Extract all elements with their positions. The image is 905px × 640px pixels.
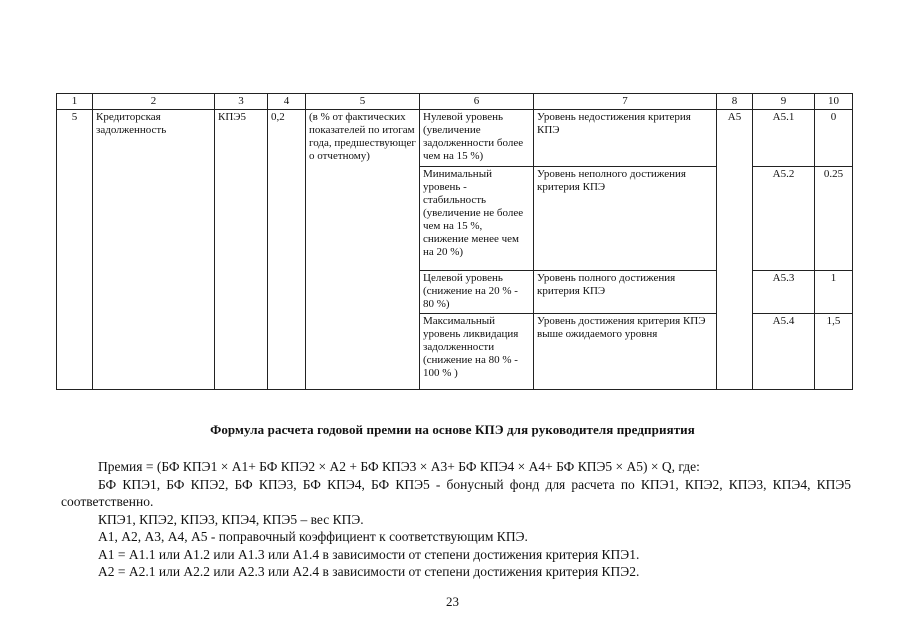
coef-value-cell: 0 (815, 110, 853, 167)
col-header-10: 10 (815, 94, 853, 110)
coef-code-cell: А5.2 (753, 167, 815, 271)
formula-paragraph: БФ КПЭ1, БФ КПЭ2, БФ КПЭ3, БФ КПЭ4, БФ КПЭ5 - бонусный фонд для расчета по КПЭ1, КПЭ2, КПЭ3, КПЭ4, КПЭ5 соответственно. (61, 476, 851, 509)
level-desc-cell: Уровень недостижения критерия КПЭ (534, 110, 717, 167)
formula-paragraph: КПЭ1, КПЭ2, КПЭ3, КПЭ4, КПЭ5 – вес КПЭ. (98, 511, 364, 527)
row-number: 5 (57, 110, 93, 390)
coef-code-cell: А5.3 (753, 271, 815, 314)
coef-value-cell: 0.25 (815, 167, 853, 271)
formula-text: Премия = (БФ КПЭ1 × А1+ БФ КПЭ2 × А2 + БФ КПЭ3 × А3+ БФ КПЭ4 × А4+ БФ КПЭ5 × А5) × Q, где: (98, 459, 700, 474)
level-desc-cell: Уровень полного достижения критерия КПЭ (534, 271, 717, 314)
col-header-2: 2 (93, 94, 215, 110)
kpe-code: КПЭ5 (215, 110, 268, 390)
col-header-3: 3 (215, 94, 268, 110)
coef-value-cell: 1 (815, 271, 853, 314)
table-row (57, 110, 853, 167)
coef-code-cell: А5.1 (753, 110, 815, 167)
section-title: Формула расчета годовой премии на основе КПЭ для руководителя предприятия (210, 422, 695, 437)
table-header-row (57, 94, 853, 110)
indicator-name: Кредиторская задолженность (93, 110, 215, 390)
page-number: 23 (446, 594, 459, 609)
coef-code-cell: А5.4 (753, 314, 815, 390)
level-cell: Целевой уровень (снижение на 20 % - 80 %) (420, 271, 534, 314)
col-header-8: 8 (717, 94, 753, 110)
formula-paragraph: А1 = А1.1 или А1.2 или А1.3 или А1.4 в зависимости от степени достижения критерия КПЭ1. (98, 546, 640, 562)
formula-paragraph: А1, А2, А3, А4, А5 - поправочный коэффициент к соответствующим КПЭ. (98, 529, 528, 544)
coef-value-cell: 1,5 (815, 314, 853, 390)
col-header-9: 9 (753, 94, 815, 110)
measure-unit: (в % от фактических показателей по итогам года, предшествующег о отчетному) (306, 110, 420, 390)
col-header-5: 5 (306, 94, 420, 110)
level-desc-cell: Уровень достижения критерия КПЭ выше ожидаемого уровня (534, 314, 717, 390)
kpe-weight: 0,2 (268, 110, 306, 390)
col-header-6: 6 (420, 94, 534, 110)
coef-letter: А5 (717, 110, 753, 390)
formula-paragraph: А2 = А2.1 или А2.2 или А2.3 или А2.4 в зависимости от степени достижения критерия КПЭ2. (98, 564, 640, 579)
col-header-4: 4 (268, 94, 306, 110)
level-desc-cell: Уровень неполного достижения критерия КПЭ (534, 167, 717, 271)
kpe-table (56, 93, 853, 390)
col-header-7: 7 (534, 94, 717, 110)
col-header-1: 1 (57, 94, 93, 110)
level-cell: Нулевой уровень (увеличение задолженности более чем на 15 %) (420, 110, 534, 167)
formula-block (61, 458, 851, 581)
level-cell: Максимальный уровень ликвидация задолженности (снижение на 80 % - 100 % ) (420, 314, 534, 390)
level-cell: Минимальный уровень - стабильность (увеличение не более чем на 15 %, снижение менее чем на 20 %) (420, 167, 534, 271)
